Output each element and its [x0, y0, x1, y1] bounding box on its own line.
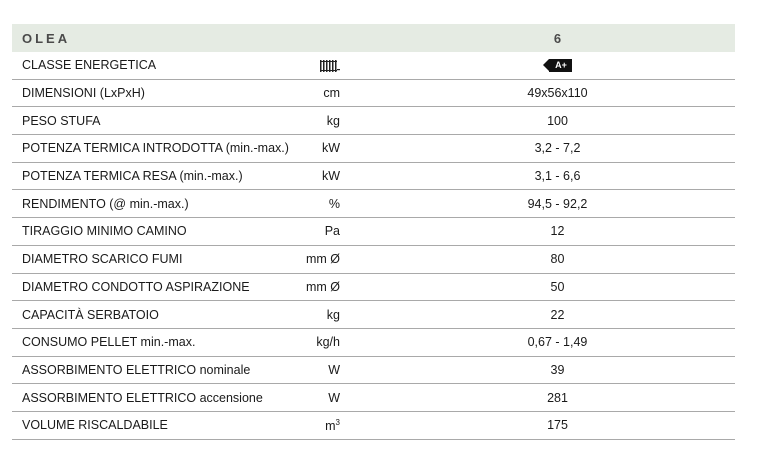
table-row [12, 80, 735, 108]
table-row [12, 163, 735, 191]
row-unit [294, 252, 340, 266]
row-label: VOLUME RISCALDABILE [22, 418, 168, 433]
row-value: 50 [550, 279, 565, 294]
row-unit-text: W [328, 362, 340, 377]
radiator-icon [320, 59, 340, 73]
row-label: POTENZA TERMICA RESA (min.-max.) [22, 169, 243, 184]
row-unit-text: W [328, 390, 340, 405]
row-unit-text: kg [326, 307, 340, 322]
table-row-energy-class [12, 52, 735, 80]
row-value: 49x56x110 [527, 86, 588, 101]
table-row [12, 135, 735, 163]
row-unit-text: % [328, 196, 340, 211]
table-row [12, 357, 735, 385]
table-header [12, 24, 735, 52]
row-label: DIMENSIONI (LxPxH) [22, 86, 145, 101]
row-unit-superscript: 3 [335, 417, 340, 427]
row-label: ASSORBIMENTO ELETTRICO accensione [22, 390, 263, 405]
row-value: 175 [547, 418, 568, 433]
row-unit [294, 169, 340, 183]
row-unit [294, 58, 340, 73]
row-unit [294, 335, 340, 349]
row-unit [294, 114, 340, 128]
row-unit [294, 418, 340, 433]
energy-class-badge: A+ [549, 59, 572, 72]
row-label: POTENZA TERMICA INTRODOTTA (min.-max.) [22, 141, 289, 156]
row-value: 12 [550, 224, 565, 239]
row-unit [294, 280, 340, 294]
row-value: 94,5 - 92,2 [527, 196, 588, 211]
row-unit-text: kg/h [316, 335, 340, 350]
row-unit [294, 363, 340, 377]
row-value: 3,2 - 7,2 [534, 141, 581, 156]
row-unit [294, 308, 340, 322]
row-label: CONSUMO PELLET min.-max. [22, 335, 196, 350]
row-label: ASSORBIMENTO ELETTRICO nominale [22, 362, 251, 377]
row-unit-text: kW [321, 169, 340, 184]
row-label: CAPACITÀ SERBATOIO [22, 307, 159, 322]
row-value: 100 [547, 113, 568, 128]
row-unit-text: m [325, 418, 336, 433]
model-name: OLEA [22, 30, 71, 46]
row-value: 39 [550, 362, 565, 377]
row-unit-text: kg [326, 113, 340, 128]
row-value: 22 [550, 307, 565, 322]
row-unit [294, 197, 340, 211]
spec-table [12, 24, 735, 440]
table-row [12, 329, 735, 357]
table-row [12, 190, 735, 218]
row-label: DIAMETRO CONDOTTO ASPIRAZIONE [22, 279, 250, 294]
row-unit [294, 86, 340, 100]
row-label: DIAMETRO SCARICO FUMI [22, 252, 183, 267]
model-value: 6 [553, 30, 562, 46]
spec-rows [12, 80, 735, 440]
row-unit-text: Pa [324, 224, 340, 239]
row-value: 80 [550, 252, 565, 267]
row-label: PESO STUFA [22, 113, 101, 128]
row-unit [294, 224, 340, 238]
row-unit [294, 141, 340, 155]
table-row [12, 107, 735, 135]
table-row [12, 301, 735, 329]
row-value [340, 58, 735, 72]
row-unit-text: mm Ø [305, 252, 340, 267]
table-row [12, 384, 735, 412]
row-value: 3,1 - 6,6 [534, 169, 581, 184]
table-row [12, 246, 735, 274]
table-row [12, 218, 735, 246]
row-label: CLASSE ENERGETICA [22, 58, 157, 73]
row-label: TIRAGGIO MINIMO CAMINO [22, 224, 187, 239]
row-label: RENDIMENTO (@ min.-max.) [22, 196, 189, 211]
row-unit-text: mm Ø [305, 279, 340, 294]
row-unit [294, 391, 340, 405]
table-row [12, 412, 735, 440]
row-value: 281 [547, 390, 568, 405]
row-unit-text: kW [321, 141, 340, 156]
row-value: 0,67 - 1,49 [527, 335, 588, 350]
row-unit-text: cm [323, 86, 340, 101]
table-row [12, 274, 735, 302]
